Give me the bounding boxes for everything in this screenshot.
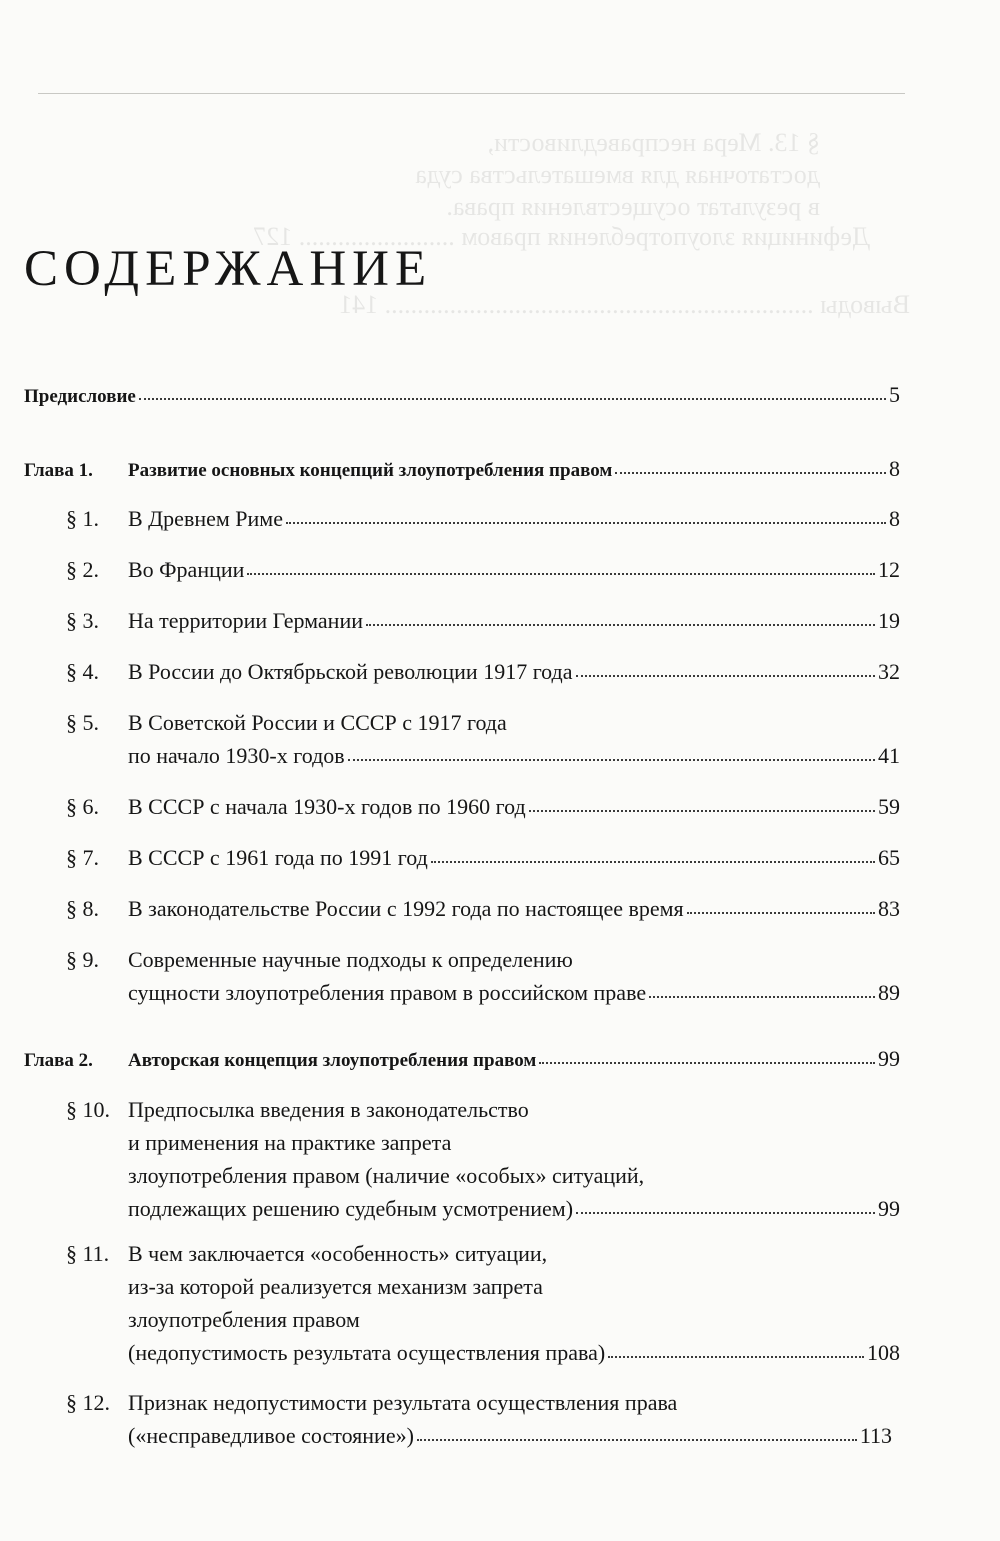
- leader-dots: [529, 809, 875, 812]
- toc-page-number: 83: [878, 896, 900, 921]
- leader-dots: [576, 1211, 875, 1214]
- ghost-line: в результат осуществления права.: [446, 192, 820, 221]
- ghost-line: Выводы .................................................................. 141: [339, 290, 910, 319]
- leader-dots: [139, 397, 886, 400]
- toc-entry-section-5-line-1[interactable]: [66, 710, 507, 736]
- chapter-number: Глава 2.: [24, 1050, 93, 1071]
- toc-page-number: 99: [878, 1196, 900, 1221]
- ghost-line: Дефиниция злоупотребления правом ........................ 127: [253, 222, 870, 251]
- section-number: § 11.: [66, 1241, 110, 1266]
- section-number: § 4.: [66, 659, 99, 684]
- toc-page-number: 5: [889, 382, 900, 407]
- toc-entry-section-12[interactable]: [128, 1423, 892, 1449]
- toc-entry-section-11-line-1[interactable]: [66, 1241, 547, 1267]
- chapter-title: Развитие основных концепций злоупотребления правом: [128, 460, 613, 481]
- section-title-line: («несправедливое состояние»): [128, 1423, 414, 1448]
- leader-dots: [417, 1438, 857, 1441]
- leader-dots: [366, 623, 875, 626]
- section-number: § 6.: [66, 794, 99, 819]
- toc-entry-section-8[interactable]: [66, 896, 900, 922]
- toc-entry-chapter-1[interactable]: [24, 456, 900, 482]
- section-title-line: В чем заключается «особенность» ситуации,: [128, 1241, 548, 1266]
- section-number: § 5.: [66, 710, 99, 735]
- toc-entry-section-9[interactable]: [128, 980, 900, 1006]
- leader-dots: [431, 860, 875, 863]
- section-title: В СССР с начала 1930-х годов по 1960 год: [128, 794, 526, 819]
- section-title-line: Предпосылка введения в законодательство: [128, 1097, 529, 1122]
- chapter-title: Авторская концепция злоупотребления правом: [128, 1050, 537, 1071]
- leader-dots: [247, 572, 875, 575]
- toc-entry-section-2[interactable]: [66, 557, 900, 583]
- section-number: § 9.: [66, 947, 99, 972]
- toc-entry-section-10[interactable]: [128, 1196, 900, 1222]
- section-number: § 7.: [66, 845, 99, 870]
- chapter-number: Глава 1.: [24, 460, 93, 481]
- section-number: § 3.: [66, 608, 99, 633]
- section-number: § 8.: [66, 896, 99, 921]
- leader-dots: [576, 674, 876, 677]
- section-title-line: Современные научные подходы к определению: [128, 947, 573, 972]
- toc-entry-section-4[interactable]: [66, 659, 900, 685]
- ghost-line: § 13. Мера несправедливости,: [487, 128, 820, 157]
- toc-page-number: 32: [878, 659, 900, 684]
- section-title-line: и применения на практике запрета: [128, 1130, 452, 1155]
- leader-dots: [608, 1355, 864, 1358]
- section-number: § 10.: [66, 1097, 110, 1122]
- toc-page-number: 65: [878, 845, 900, 870]
- ghost-line: достаточная для вмешательства суда: [415, 160, 820, 189]
- section-title: Во Франции: [128, 557, 245, 582]
- toc-entry-preface[interactable]: [24, 382, 900, 408]
- section-title: В России до Октябрьской революции 1917 года: [128, 659, 573, 684]
- toc-page-number: 59: [878, 794, 900, 819]
- toc-entry-label: Предисловие: [24, 386, 136, 407]
- toc-page-number: 41: [878, 743, 900, 768]
- section-title-line: по начало 1930-х годов: [128, 743, 345, 768]
- header-rule: [38, 93, 905, 94]
- section-title: В СССР с 1961 года по 1991 год: [128, 845, 428, 870]
- leader-dots: [348, 758, 875, 761]
- toc-entry-section-6[interactable]: [66, 794, 900, 820]
- toc-entry-section-5[interactable]: [128, 743, 900, 769]
- section-title-line: подлежащих решению судебным усмотрением): [128, 1196, 574, 1221]
- section-title-line: злоупотребления правом: [128, 1307, 360, 1332]
- leader-dots: [687, 911, 875, 914]
- section-number: § 1.: [66, 506, 99, 531]
- toc-page-number: 8: [889, 456, 900, 481]
- section-title-line: (недопустимость результата осуществления права): [128, 1340, 606, 1365]
- leader-dots: [286, 521, 886, 524]
- section-title: В Древнем Риме: [128, 506, 283, 531]
- toc-page-number: 12: [878, 557, 900, 582]
- toc-entry-chapter-2[interactable]: [24, 1046, 900, 1072]
- section-title-line: сущности злоупотребления правом в российском праве: [128, 980, 647, 1005]
- section-number: § 12.: [66, 1390, 110, 1415]
- toc-page-number: 8: [889, 506, 900, 531]
- toc-entry-section-12-line-1[interactable]: [66, 1390, 677, 1416]
- page-title: СОДЕРЖАНИЕ: [24, 241, 433, 297]
- leader-dots: [615, 471, 886, 474]
- toc-entry-section-9-line-1[interactable]: [66, 947, 573, 973]
- section-title-line: В Советской России и СССР с 1917 года: [128, 710, 507, 735]
- leader-dots: [539, 1061, 875, 1064]
- leader-dots: [649, 995, 875, 998]
- toc-page-number: 113: [859, 1423, 892, 1448]
- section-title-line: злоупотребления правом (наличие «особых» ситуаций,: [128, 1163, 645, 1188]
- toc-entry-section-7[interactable]: [66, 845, 900, 871]
- section-title-line: Признак недопустимости результата осуществления права: [128, 1390, 678, 1415]
- toc-entry-section-11[interactable]: [128, 1340, 900, 1366]
- toc-entry-section-1[interactable]: [66, 506, 900, 532]
- toc-entry-section-3[interactable]: [66, 608, 900, 634]
- section-title: В законодательстве России с 1992 года по настоящее время: [128, 896, 684, 921]
- section-title: На территории Германии: [128, 608, 364, 633]
- toc-entry-section-10-line-1[interactable]: [66, 1097, 529, 1123]
- section-title-line: из-за которой реализуется механизм запрета: [128, 1274, 543, 1299]
- toc-page-number: 108: [867, 1340, 900, 1365]
- toc-page-number: 89: [878, 980, 900, 1005]
- toc-page-number: 19: [878, 608, 900, 633]
- toc-page-number: 99: [878, 1046, 900, 1071]
- section-number: § 2.: [66, 557, 99, 582]
